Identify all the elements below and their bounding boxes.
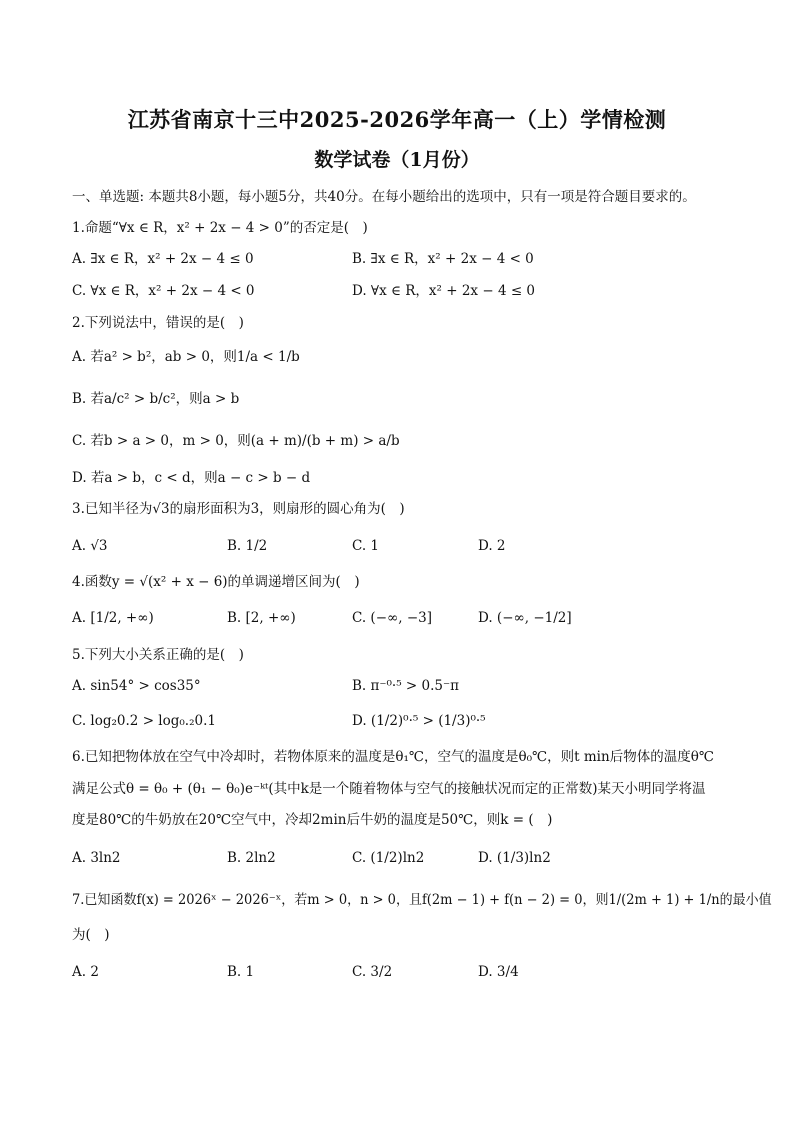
question-5-option-b: B. π⁻⁰·⁵ > 0.5⁻π <box>352 678 459 694</box>
question-3-option-b: B. 1/2 <box>227 538 268 554</box>
question-5-option-a: A. sin54° > cos35° <box>72 678 201 694</box>
question-6-line-2: 满足公式θ = θ₀ + (θ₁ − θ₀)e⁻ᵏᵗ(其中k是一个随着物体与空气的接触状况而定的正常数)某天小明同学将温 <box>72 781 706 797</box>
question-1-option-b: B. ∃x ∈ R，x² + 2x − 4 < 0 <box>352 251 534 267</box>
question-1-option-c: C. ∀x ∈ R，x² + 2x − 4 < 0 <box>72 283 255 299</box>
question-7-option-b: B. 1 <box>227 964 255 980</box>
question-1-stem: 1.命题“∀x ∈ R，x² + 2x − 4 > 0”的否定是( ) <box>72 220 368 236</box>
question-7-option-a: A. 2 <box>72 964 99 980</box>
question-6-option-d: D. (1/3)ln2 <box>478 850 551 866</box>
question-3-option-a: A. √3 <box>72 538 108 554</box>
question-7-option-c: C. 3/2 <box>352 964 393 980</box>
question-6-option-a: A. 3ln2 <box>72 850 121 866</box>
question-5-option-d: D. (1/2)⁰·⁵ > (1/3)⁰·⁵ <box>352 713 486 729</box>
question-3-option-c: C. 1 <box>352 538 380 554</box>
section-heading: 一、单选题: 本题共8小题，每小题5分，共40分。在每小题给出的选项中，只有一项是符合题目要求的。 <box>72 189 696 205</box>
question-2-option-c: C. 若b > a > 0，m > 0，则(a + m)/(b + m) > a/b <box>72 433 400 449</box>
question-4-option-d: D. (−∞, −1/2] <box>478 610 572 626</box>
question-4-stem: 4.函数y = √(x² + x − 6)的单调递增区间为( ) <box>72 574 360 590</box>
question-5-stem: 5.下列大小关系正确的是( ) <box>72 647 244 663</box>
question-4-option-c: C. (−∞, −3] <box>352 610 433 626</box>
question-5-option-c: C. log₂0.2 > log₀.₂0.1 <box>72 713 216 729</box>
question-3-option-d: D. 2 <box>478 538 506 554</box>
question-6-option-c: C. (1/2)ln2 <box>352 850 425 866</box>
question-6-line-3: 度是80℃的牛奶放在20℃空气中，冷却2min后牛奶的温度是50℃，则k = ( ) <box>72 812 553 828</box>
question-2-stem: 2.下列说法中，错误的是( ) <box>72 315 244 331</box>
exam-subtitle: 数学试卷（1月份） <box>314 149 480 171</box>
question-2-option-a: A. 若a² > b²，ab > 0，则1/a < 1/b <box>72 349 300 365</box>
question-2-option-b: B. 若a/c² > b/c²，则a > b <box>72 391 240 407</box>
question-7-option-d: D. 3/4 <box>478 964 519 980</box>
question-4-option-b: B. [2, +∞) <box>227 610 296 626</box>
question-3-stem: 3.已知半径为√3的扇形面积为3，则扇形的圆心角为( ) <box>72 501 405 517</box>
question-6-option-b: B. 2ln2 <box>227 850 276 866</box>
question-1-option-a: A. ∃x ∈ R，x² + 2x − 4 ≤ 0 <box>72 251 254 267</box>
question-7-line-2: 为( ) <box>72 927 110 943</box>
exam-title: 江苏省南京十三中2025-2026学年高一（上）学情检测 <box>127 107 667 132</box>
question-4-option-a: A. [1/2, +∞) <box>72 610 154 626</box>
question-6-line-1: 6.已知把物体放在空气中冷却时，若物体原来的温度是θ₁℃，空气的温度是θ₀℃，则t min后物体的温度θ℃ <box>72 749 714 765</box>
question-2-option-d: D. 若a > b，c < d，则a − c > b − d <box>72 470 311 486</box>
question-7-line-1: 7.已知函数f(x) = 2026ˣ − 2026⁻ˣ，若m > 0，n > 0，且f(2m − 1) + f(n − 2) = 0，则1/(2m + 1) + 1/n的最小值 <box>72 892 772 908</box>
question-1-option-d: D. ∀x ∈ R，x² + 2x − 4 ≤ 0 <box>352 283 536 299</box>
